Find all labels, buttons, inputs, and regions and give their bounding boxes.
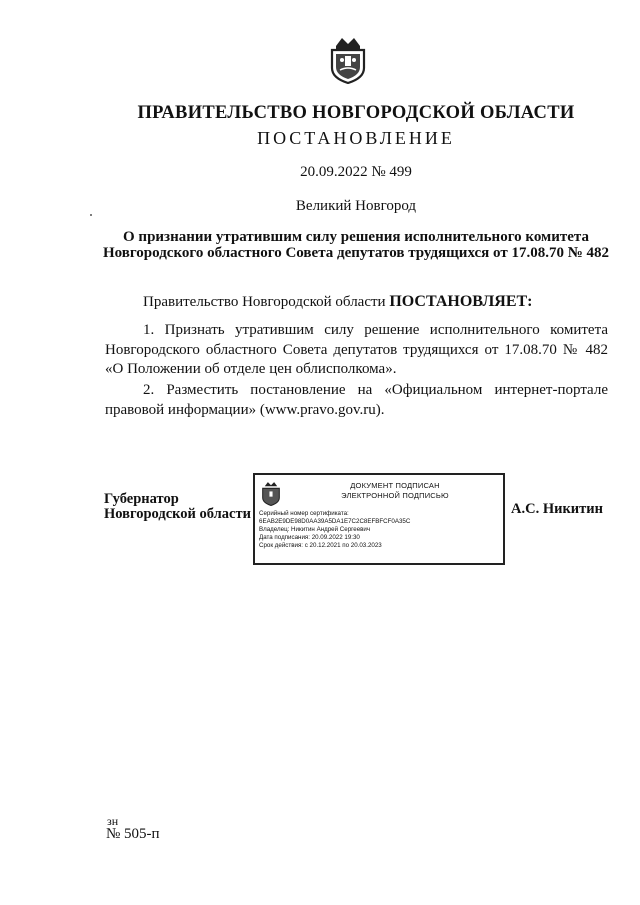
stamp-validity: Срок действия: с 20.12.2021 по 20.03.2023 [259, 542, 382, 549]
stamp-cert-label: Серийный номер сертификата: [259, 510, 349, 517]
stamp-heading-line-2: ЭЛЕКТРОННОЙ ПОДПИСЬЮ [341, 491, 449, 500]
paragraph-1: 1. Признать утратившим силу решение исполнительного комитета Новгородского областного Совета депутатов трудящихся от 17.08.70 № 482 «О Положении об отделе цен облисполкома». [105, 322, 608, 377]
intro-line [143, 293, 533, 311]
electronic-signature-stamp [253, 473, 505, 565]
subject-line-2: Новгородского областного Совета депутатов трудящихся от 17.08.70 № 482 [102, 245, 610, 261]
subject-line-1: О признании утратившим силу решения исполнительного комитета [123, 229, 589, 245]
stamp-owner: Владелец: Никитин Андрей Сергеевич [259, 526, 371, 533]
document-subject [100, 229, 612, 261]
stamp-cert-number: 6EAB2E9DE98D0AA39A5DA1E7C2C8EFBFCF0A35C [259, 518, 411, 525]
city: Великий Новгород [295, 198, 417, 214]
scan-speck [90, 214, 92, 216]
stamp-heading-line-1: ДОКУМЕНТ ПОДПИСАН [350, 481, 440, 490]
novgorod-coat-of-arms-icon [328, 34, 368, 84]
government-title: ПРАВИТЕЛЬСТВО НОВГОРОДСКОЙ ОБЛАСТИ [137, 103, 575, 123]
signer-position-line-2: Новгородской области [104, 506, 251, 522]
footer-registration-number: № 505-п [106, 826, 160, 842]
signer-name: А.С. Никитин [511, 501, 603, 517]
date-number: 20.09.2022 № 499 [300, 164, 412, 180]
paragraph-2: 2. Разместить постановление на «Официальном интернет-портале правовой информации» (www.pravo.gov.ru). [105, 382, 608, 418]
stamp-signed-date: Дата подписания: 20.09.2022 19:30 [259, 534, 360, 541]
intro-decree-word: ПОСТАНОВЛЯЕТ: [389, 293, 533, 310]
stamp-coat-of-arms-icon [260, 480, 282, 506]
intro-text: Правительство Новгородской области [143, 294, 390, 310]
stamp-heading [291, 481, 499, 501]
document-type: ПОСТАНОВЛЕНИЕ [257, 128, 455, 148]
signer-position-line-1: Губернатор [104, 491, 179, 507]
signer-position [104, 492, 251, 522]
footer-initials: зн [107, 814, 119, 828]
